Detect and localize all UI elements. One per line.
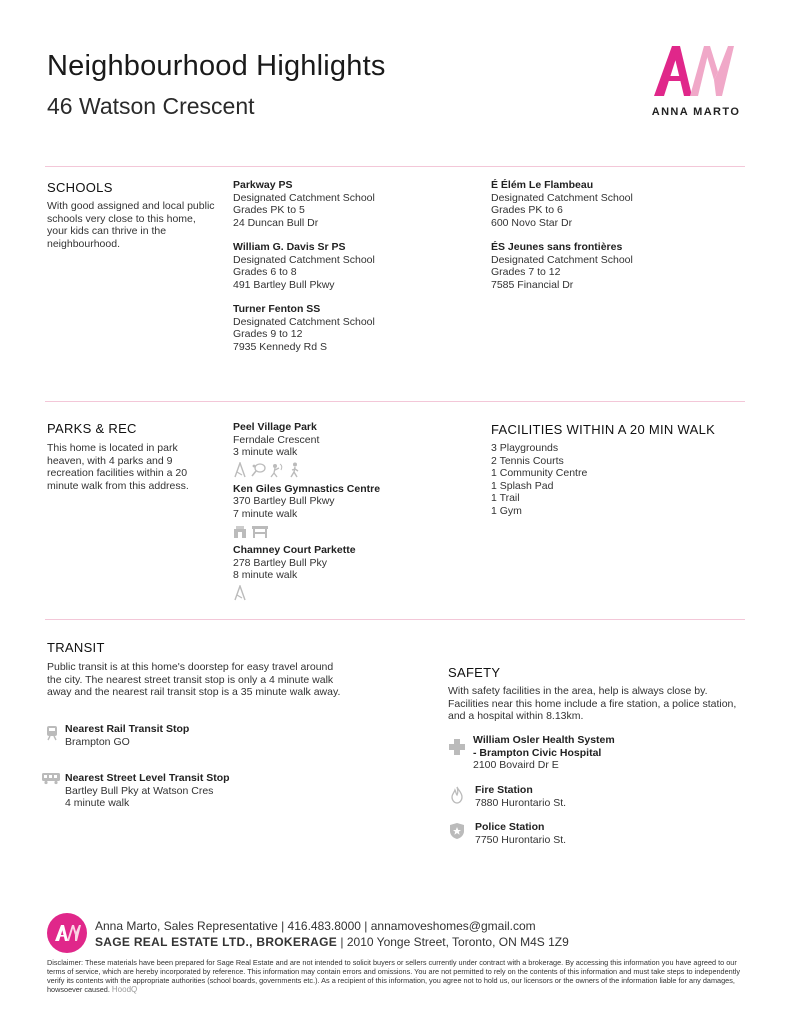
anna-marto-logo-icon <box>652 42 738 97</box>
school-grades: Grades PK to 5 <box>233 204 305 216</box>
police-station-name: Police Station <box>475 821 545 833</box>
park-walk-time: 7 minute walk <box>233 507 298 520</box>
hospital-entry <box>473 734 733 772</box>
hospital-address: 2100 Bovaird Dr E <box>473 759 559 771</box>
park-walk-time: 3 minute walk <box>233 446 298 458</box>
park-address: 278 Bartley Bull Pky <box>233 556 327 569</box>
tennis-icon <box>251 462 265 478</box>
train-icon <box>45 725 61 741</box>
rail-stop-value: Brampton GO <box>65 735 130 748</box>
hospital-name: William Osler Health System <box>473 734 615 746</box>
school-name: Turner Fenton SS <box>233 303 321 315</box>
hospital-name-line2: - Brampton Civic Hospital <box>473 746 602 759</box>
park-amenity-icons <box>233 462 463 478</box>
police-station-entry <box>475 821 675 846</box>
street-stop-walk-time: 4 minute walk <box>65 797 130 809</box>
agent-contact: Anna Marto, Sales Representative | 416.483.8000 | annamoveshomes@gmail.com <box>95 919 536 933</box>
school-grades: Grades PK to 6 <box>491 204 563 216</box>
rail-stop-label: Nearest Rail Transit Stop <box>65 723 190 735</box>
school-address: 7935 Kennedy Rd S <box>233 340 327 353</box>
school-grades: Grades 9 to 12 <box>233 328 303 340</box>
gym-icon <box>233 523 247 539</box>
school-address: 491 Bartley Bull Pkwy <box>233 278 335 291</box>
brokerage-line <box>95 935 569 949</box>
disclaimer-text: Disclaimer: These materials have been prepared for Sage Real Estate and are not intended to solicit buyers or sellers currently under contract with a brokerage. By accessing this information you have agreed to our terms of service, which are hereby incorporated by reference. This information may contain errors and omissions. You are not permitted to rely on the contents of this information and must take steps to independently verify its contents with the appropriate authorities (school boards, governments etc.). As a recipient of this information, you agree not to hold us, our licensors or the owners of the information liable for any damages, howsoever caused. <box>47 958 741 994</box>
school-name: Parkway PS <box>233 179 293 191</box>
splash-pad-icon <box>269 462 283 478</box>
school-type: Designated Catchment School <box>233 191 375 204</box>
rail-transit-stop <box>65 723 325 748</box>
transit-heading: TRANSIT <box>47 640 105 655</box>
schools-column-2 <box>491 179 741 291</box>
footer-brand-logo <box>47 913 87 953</box>
school-entry <box>233 179 463 229</box>
school-grades: Grades 6 to 8 <box>233 266 297 278</box>
page-title: Neighbourhood Highlights <box>47 50 386 82</box>
park-name: Chamney Court Parkette <box>233 544 356 556</box>
facilities-list <box>491 442 731 518</box>
fire-station-entry <box>475 784 675 809</box>
police-icon <box>449 822 465 840</box>
facilities-heading: FACILITIES WITHIN A 20 MIN WALK <box>491 422 716 437</box>
school-entry <box>491 179 741 229</box>
facility-item: 1 Splash Pad <box>491 479 554 492</box>
divider <box>45 619 745 620</box>
school-name: William G. Davis Sr PS <box>233 241 346 253</box>
school-type: Designated Catchment School <box>233 315 375 328</box>
school-entry <box>233 303 463 353</box>
facility-item: 1 Gym <box>491 504 522 517</box>
brokerage-address: | 2010 Yonge Street, Toronto, ON M4S 1Z9 <box>337 935 569 949</box>
school-name: ÉS Jeunes sans frontières <box>491 241 623 253</box>
park-amenity-icons <box>233 523 463 539</box>
schools-heading: SCHOOLS <box>47 180 113 195</box>
schools-description: With good assigned and local public schools very close to this home, your kids can thrive in the neighbourhood. <box>47 200 215 250</box>
park-entry <box>233 483 463 540</box>
hospital-icon <box>448 738 466 756</box>
fire-station-address: 7880 Hurontario St. <box>475 796 567 809</box>
street-stop-label: Nearest Street Level Transit Stop <box>65 772 230 784</box>
police-station-address: 7750 Hurontario St. <box>475 833 567 846</box>
park-entry <box>233 421 463 478</box>
parks-description: This home is located in park heaven, with 4 parks and 9 recreation facilities within a 20 minute walk from this address. <box>47 442 189 492</box>
divider <box>45 166 745 167</box>
school-type: Designated Catchment School <box>491 191 633 204</box>
brand-name: ANNA MARTO <box>651 106 741 118</box>
facility-item: 2 Tennis Courts <box>491 454 564 467</box>
facility-item: 1 Community Centre <box>491 467 588 480</box>
park-walk-time: 8 minute walk <box>233 569 298 581</box>
park-address: Ferndale Crescent <box>233 433 320 446</box>
hoodq-credit: HoodQ <box>111 984 138 994</box>
safety-heading: SAFETY <box>448 665 501 680</box>
brokerage-name: SAGE REAL ESTATE LTD., BROKERAGE <box>95 935 338 949</box>
community-centre-icon <box>251 523 265 539</box>
school-entry <box>233 241 463 291</box>
school-type: Designated Catchment School <box>233 253 375 266</box>
school-type: Designated Catchment School <box>491 253 633 266</box>
playground-icon <box>233 585 247 601</box>
disclaimer <box>47 959 747 995</box>
parks-list <box>233 421 463 601</box>
property-address: 46 Watson Crescent <box>47 93 255 119</box>
bus-icon <box>41 771 61 787</box>
transit-description: Public transit is at this home's doorstep for easy travel around the city. The nearest street transit stop is only a 4 minute walk away and the nearest rail transit stop is a 35 minute walk away. <box>47 661 341 699</box>
divider <box>45 401 745 402</box>
park-name: Peel Village Park <box>233 421 317 433</box>
school-name: É Élém Le Flambeau <box>491 179 594 191</box>
facility-item: 3 Playgrounds <box>491 442 559 454</box>
fire-station-name: Fire Station <box>475 784 533 796</box>
facility-item: 1 Trail <box>491 492 520 505</box>
fire-icon <box>450 786 464 804</box>
brand-logo <box>646 42 746 122</box>
park-address: 370 Bartley Bull Pkwy <box>233 495 335 507</box>
trail-icon <box>287 462 301 478</box>
school-address: 600 Novo Star Dr <box>491 216 573 229</box>
playground-icon <box>233 462 247 478</box>
school-address: 24 Duncan Bull Dr <box>233 216 319 229</box>
park-amenity-icons <box>233 585 463 601</box>
schools-column-1 <box>233 179 463 353</box>
school-address: 7585 Financial Dr <box>491 278 574 291</box>
anna-marto-monogram-icon <box>47 913 87 953</box>
street-transit-stop <box>65 772 325 810</box>
safety-description: With safety facilities in the area, help is always close by. Facilities near this home include a fire station, a police station, and a hospital within 8.13km. <box>448 685 737 723</box>
school-grades: Grades 7 to 12 <box>491 266 561 278</box>
parks-heading: PARKS & REC <box>47 421 137 436</box>
park-entry <box>233 544 463 601</box>
school-entry <box>491 241 741 291</box>
street-stop-value: Bartley Bull Pky at Watson Cres <box>65 784 214 797</box>
park-name: Ken Giles Gymnastics Centre <box>233 482 381 495</box>
